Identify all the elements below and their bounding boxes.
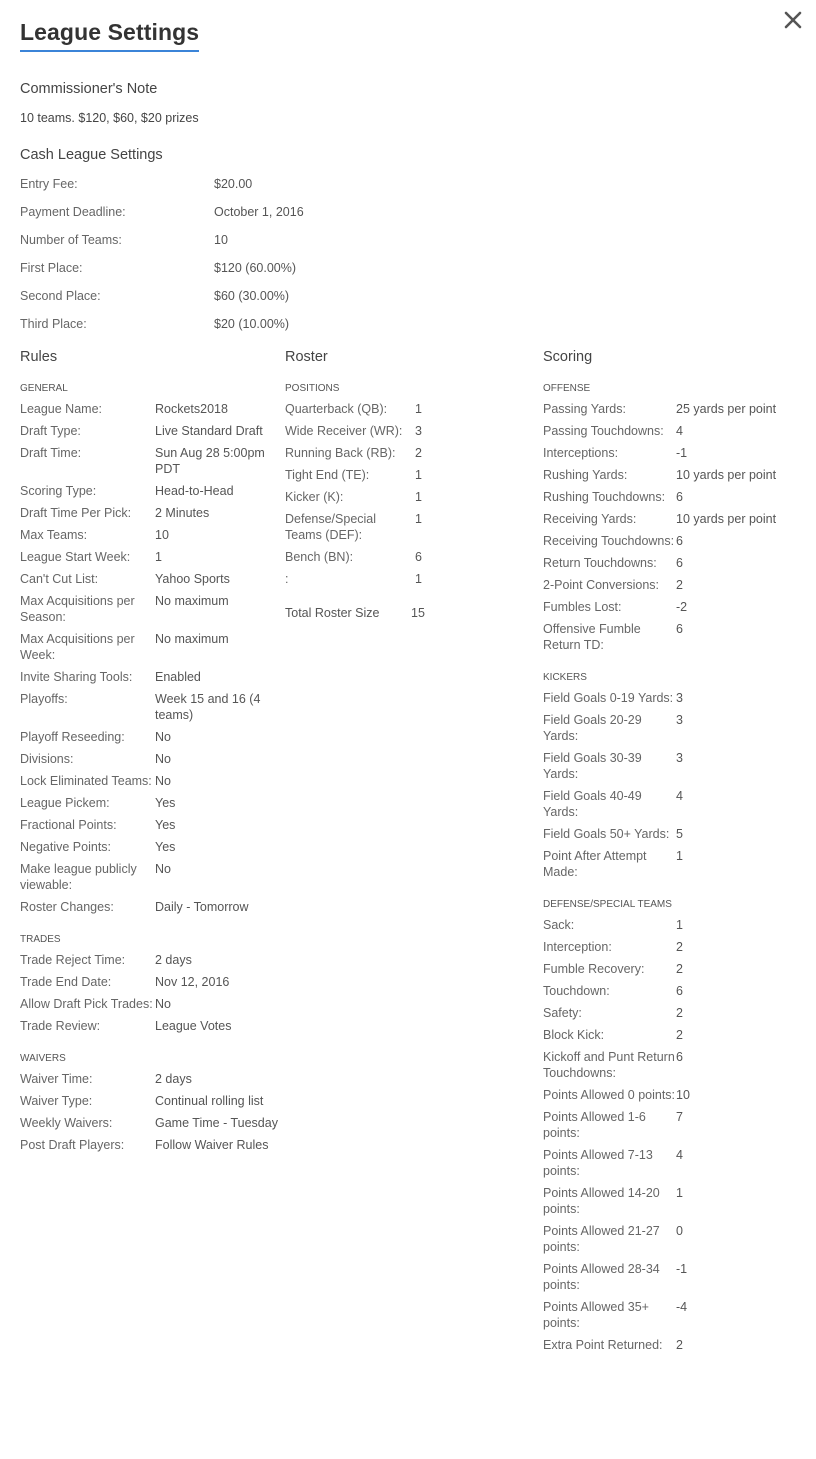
setting-row [285, 423, 485, 439]
commissioner-note-heading: Commissioner's Note [20, 81, 158, 97]
setting-label: Receiving Touchdowns: [543, 534, 675, 548]
setting-value: 6 [676, 490, 683, 504]
setting-row [20, 527, 280, 543]
setting-value: Follow Waiver Rules [155, 1138, 269, 1152]
setting-value: Head-to-Head [155, 484, 234, 498]
setting-value: 1 [415, 572, 422, 586]
setting-value: $60 (30.00%) [214, 289, 290, 303]
setting-row [20, 839, 280, 855]
setting-row [20, 445, 280, 477]
setting-label: Entry Fee: [20, 177, 78, 191]
setting-value: 6 [676, 984, 683, 998]
setting-row [543, 1147, 803, 1179]
setting-value: Yes [155, 840, 176, 854]
setting-label: Kickoff and Punt Return Touchdowns: [543, 1050, 675, 1080]
setting-row [543, 939, 803, 955]
setting-value: Rockets2018 [155, 402, 228, 416]
setting-row [543, 423, 803, 439]
setting-row [20, 483, 280, 499]
setting-row [20, 669, 280, 685]
setting-row [20, 861, 280, 893]
setting-row [20, 974, 280, 990]
group-label: TRADES [20, 934, 61, 945]
setting-label: Points Allowed 1-6 points: [543, 1110, 646, 1140]
setting-value: Nov 12, 2016 [155, 975, 230, 989]
setting-row [543, 917, 803, 933]
setting-row [285, 401, 485, 417]
setting-value: 10 [155, 528, 169, 542]
setting-label: Point After Attempt Made: [543, 849, 647, 879]
setting-label: Sack: [543, 918, 575, 932]
setting-value: 2 days [155, 953, 192, 967]
setting-label: Allow Draft Pick Trades: [20, 997, 153, 1011]
setting-label: Draft Time: [20, 446, 82, 460]
setting-row [20, 1071, 280, 1087]
scoring-column [543, 348, 803, 1359]
group-label: OFFENSE [543, 383, 591, 394]
modal-title: League Settings [20, 19, 199, 52]
setting-row [543, 1109, 803, 1141]
setting-label: Make league publicly viewable: [20, 862, 137, 892]
setting-value: 25 yards per point [676, 402, 777, 416]
setting-label: Points Allowed 7-13 points: [543, 1148, 653, 1178]
setting-label: Points Allowed 14-20 points: [543, 1186, 660, 1216]
setting-value: 3 [676, 713, 683, 727]
setting-row [20, 1115, 280, 1131]
setting-label: Lock Eliminated Teams: [20, 774, 152, 788]
setting-label: Field Goals 0-19 Yards: [543, 691, 674, 705]
setting-label: Rushing Touchdowns: [543, 490, 666, 504]
rules-heading: Rules [20, 349, 58, 365]
setting-value: 6 [415, 550, 422, 564]
setting-row [285, 445, 485, 461]
setting-label: Invite Sharing Tools: [20, 670, 133, 684]
setting-value: Game Time - Tuesday [155, 1116, 278, 1130]
setting-value: 15 [411, 606, 425, 620]
setting-row [543, 511, 803, 527]
setting-value: 4 [676, 789, 683, 803]
setting-label: Rushing Yards: [543, 468, 628, 482]
setting-label: Roster Changes: [20, 900, 114, 914]
setting-value: 10 [676, 1088, 690, 1102]
setting-row [20, 549, 280, 565]
setting-label: Interceptions: [543, 446, 619, 460]
setting-value: 1 [415, 490, 422, 504]
setting-label: Defense/Special Teams (DEF): [285, 512, 377, 542]
setting-value: 1 [415, 402, 422, 416]
close-icon [781, 8, 805, 32]
setting-label: Second Place: [20, 289, 101, 303]
setting-label: League Start Week: [20, 550, 131, 564]
setting-row [285, 511, 485, 543]
setting-label: Fumble Recovery: [543, 962, 645, 976]
setting-row [20, 1093, 280, 1109]
setting-row [543, 467, 803, 483]
setting-value: Continual rolling list [155, 1094, 264, 1108]
setting-row [543, 690, 803, 706]
setting-label: Number of Teams: [20, 233, 122, 247]
setting-value: $120 (60.00%) [214, 261, 297, 275]
setting-label: Payment Deadline: [20, 205, 126, 219]
setting-row [20, 773, 280, 789]
setting-label: Running Back (RB): [285, 446, 396, 460]
setting-label: Fractional Points: [20, 818, 117, 832]
setting-label: Weekly Waivers: [20, 1116, 113, 1130]
setting-row [20, 423, 280, 439]
setting-value: 6 [676, 1050, 683, 1064]
setting-row [543, 750, 803, 782]
setting-value: 3 [415, 424, 422, 438]
setting-row [20, 505, 280, 521]
setting-value: No maximum [155, 594, 229, 608]
setting-label: Max Acquisitions per Season: [20, 594, 135, 624]
setting-value: 3 [676, 751, 683, 765]
setting-value: -1 [676, 446, 688, 460]
setting-value: October 1, 2016 [214, 205, 304, 219]
setting-label: Negative Points: [20, 840, 112, 854]
group-label: DEFENSE/SPECIAL TEAMS [543, 899, 672, 910]
setting-value: 1 [676, 1186, 683, 1200]
setting-label: Scoring Type: [20, 484, 97, 498]
setting-value: 6 [676, 556, 683, 570]
setting-label: Third Place: [20, 317, 87, 331]
setting-label: Waiver Time: [20, 1072, 93, 1086]
setting-label: Tight End (TE): [285, 468, 370, 482]
setting-label: Fumbles Lost: [543, 600, 622, 614]
setting-value: 2 days [155, 1072, 192, 1086]
setting-label: Points Allowed 35+ points: [543, 1300, 649, 1330]
setting-row [543, 983, 803, 999]
setting-value: 2 [415, 446, 422, 460]
setting-value: Enabled [155, 670, 201, 684]
setting-row [20, 631, 280, 663]
setting-value: 1 [415, 512, 422, 526]
setting-value: 3 [676, 691, 683, 705]
setting-row [543, 1005, 803, 1021]
group-label: WAIVERS [20, 1053, 66, 1064]
setting-value: No [155, 730, 171, 744]
setting-row [20, 729, 280, 745]
setting-value: No [155, 774, 171, 788]
setting-row [285, 467, 485, 483]
setting-row [543, 445, 803, 461]
scoring-heading: Scoring [543, 349, 593, 365]
setting-row [543, 1049, 803, 1081]
roster-heading: Roster [285, 349, 328, 365]
setting-value: 4 [676, 1148, 683, 1162]
setting-label: Quarterback (QB): [285, 402, 388, 416]
setting-label: Field Goals 20-29 Yards: [543, 713, 642, 743]
setting-label: Trade End Date: [20, 975, 112, 989]
setting-row [543, 712, 803, 744]
setting-label: Passing Touchdowns: [543, 424, 664, 438]
setting-label: Interception: [543, 940, 612, 954]
setting-label: Draft Type: [20, 424, 81, 438]
setting-label: Playoff Reseeding: [20, 730, 125, 744]
setting-label: Wide Receiver (WR): [285, 424, 403, 438]
setting-label: Receiving Yards: [543, 512, 637, 526]
group-label: GENERAL [20, 383, 68, 394]
setting-label: Kicker (K): [285, 490, 344, 504]
setting-row [20, 817, 280, 833]
setting-row [20, 593, 280, 625]
setting-value: Sun Aug 28 5:00pm PDT [155, 446, 265, 476]
setting-row [543, 788, 803, 820]
setting-value: -1 [676, 1262, 688, 1276]
setting-value: 10 [214, 233, 228, 247]
setting-row [20, 1137, 280, 1153]
setting-label: Touchdown: [543, 984, 610, 998]
setting-value: Week 15 and 16 (4 teams) [155, 692, 261, 722]
setting-row [20, 795, 280, 811]
setting-label: Waiver Type: [20, 1094, 93, 1108]
setting-value: 5 [676, 827, 683, 841]
rules-column [20, 348, 280, 1159]
setting-value: 7 [676, 1110, 683, 1124]
setting-value: -2 [676, 600, 688, 614]
setting-label: Points Allowed 28-34 points: [543, 1262, 660, 1292]
setting-value: $20.00 [214, 177, 253, 191]
setting-value: No maximum [155, 632, 229, 646]
setting-label: Return Touchdowns: [543, 556, 657, 570]
setting-value: 1 [676, 918, 683, 932]
setting-label: Draft Time Per Pick: [20, 506, 132, 520]
setting-value: 2 [676, 940, 683, 954]
setting-row [543, 599, 803, 615]
setting-row [20, 691, 280, 723]
setting-row [543, 621, 803, 653]
setting-row [543, 1027, 803, 1043]
group-label: KICKERS [543, 672, 587, 683]
setting-label: Bench (BN): [285, 550, 354, 564]
setting-label: Post Draft Players: [20, 1138, 125, 1152]
setting-value: Live Standard Draft [155, 424, 263, 438]
setting-row [543, 1299, 803, 1331]
setting-label: 2-Point Conversions: [543, 578, 660, 592]
setting-value: Daily - Tomorrow [155, 900, 249, 914]
setting-value: 2 [676, 578, 683, 592]
setting-label: Max Teams: [20, 528, 88, 542]
setting-label: First Place: [20, 261, 83, 275]
setting-value: 6 [676, 534, 683, 548]
setting-label: League Pickem: [20, 796, 110, 810]
setting-row [543, 961, 803, 977]
setting-value: 2 [676, 1006, 683, 1020]
setting-label: Points Allowed 21-27 points: [543, 1224, 660, 1254]
setting-label: Field Goals 50+ Yards: [543, 827, 670, 841]
setting-value: 10 yards per point [676, 512, 777, 526]
setting-row [285, 549, 485, 565]
setting-row [543, 489, 803, 505]
setting-value: 2 [676, 1028, 683, 1042]
setting-row [20, 952, 280, 968]
setting-label: Field Goals 30-39 Yards: [543, 751, 642, 781]
setting-row [20, 751, 280, 767]
setting-row [20, 571, 280, 587]
setting-label: Trade Reject Time: [20, 953, 126, 967]
setting-label: Points Allowed 0 points: [543, 1088, 676, 1102]
setting-row [543, 1261, 803, 1293]
setting-label: Can't Cut List: [20, 572, 99, 586]
setting-row [543, 1223, 803, 1255]
close-button[interactable] [781, 8, 805, 32]
setting-row [543, 555, 803, 571]
setting-value: Yes [155, 796, 176, 810]
setting-label: Field Goals 40-49 Yards: [543, 789, 642, 819]
setting-row [543, 577, 803, 593]
setting-value: -4 [676, 1300, 688, 1314]
setting-value: 10 yards per point [676, 468, 777, 482]
setting-label: Offensive Fumble Return TD: [543, 622, 641, 652]
setting-value: 1 [415, 468, 422, 482]
setting-label: Safety: [543, 1006, 582, 1020]
setting-row [20, 1018, 280, 1034]
setting-value: 6 [676, 622, 683, 636]
setting-value: $20 (10.00%) [214, 317, 290, 331]
setting-value: League Votes [155, 1019, 232, 1033]
setting-value: No [155, 752, 171, 766]
setting-value: No [155, 997, 171, 1011]
setting-label: Max Acquisitions per Week: [20, 632, 135, 662]
setting-label: Passing Yards: [543, 402, 626, 416]
setting-row [543, 1087, 803, 1103]
setting-row [20, 996, 280, 1012]
setting-label: : [285, 572, 289, 586]
setting-row [20, 899, 280, 915]
setting-value: 4 [676, 424, 683, 438]
setting-value: No [155, 862, 171, 876]
setting-row [20, 401, 280, 417]
total-roster-size-row [285, 605, 485, 621]
setting-row [543, 1337, 803, 1353]
setting-label: Divisions: [20, 752, 74, 766]
setting-label: Total Roster Size [285, 606, 380, 620]
setting-value: Yes [155, 818, 176, 832]
setting-value: 2 [676, 962, 683, 976]
setting-value: 2 [676, 1338, 683, 1352]
setting-label: League Name: [20, 402, 103, 416]
setting-row [543, 1185, 803, 1217]
setting-value: 1 [676, 849, 683, 863]
setting-value: 0 [676, 1224, 683, 1238]
setting-label: Trade Review: [20, 1019, 101, 1033]
setting-value: 1 [155, 550, 162, 564]
roster-group-label: POSITIONS [285, 383, 340, 394]
setting-value: 2 Minutes [155, 506, 210, 520]
setting-row [543, 848, 803, 880]
commissioner-note-text: 10 teams. $120, $60, $20 prizes [20, 111, 199, 125]
setting-row [285, 571, 485, 587]
cash-settings-heading: Cash League Settings [20, 147, 163, 163]
setting-label: Playoffs: [20, 692, 68, 706]
setting-value: Yahoo Sports [155, 572, 230, 586]
setting-label: Extra Point Returned: [543, 1338, 663, 1352]
roster-column [285, 348, 485, 627]
setting-row [543, 533, 803, 549]
setting-row [543, 401, 803, 417]
setting-row [543, 826, 803, 842]
setting-row [285, 489, 485, 505]
setting-label: Block Kick: [543, 1028, 605, 1042]
